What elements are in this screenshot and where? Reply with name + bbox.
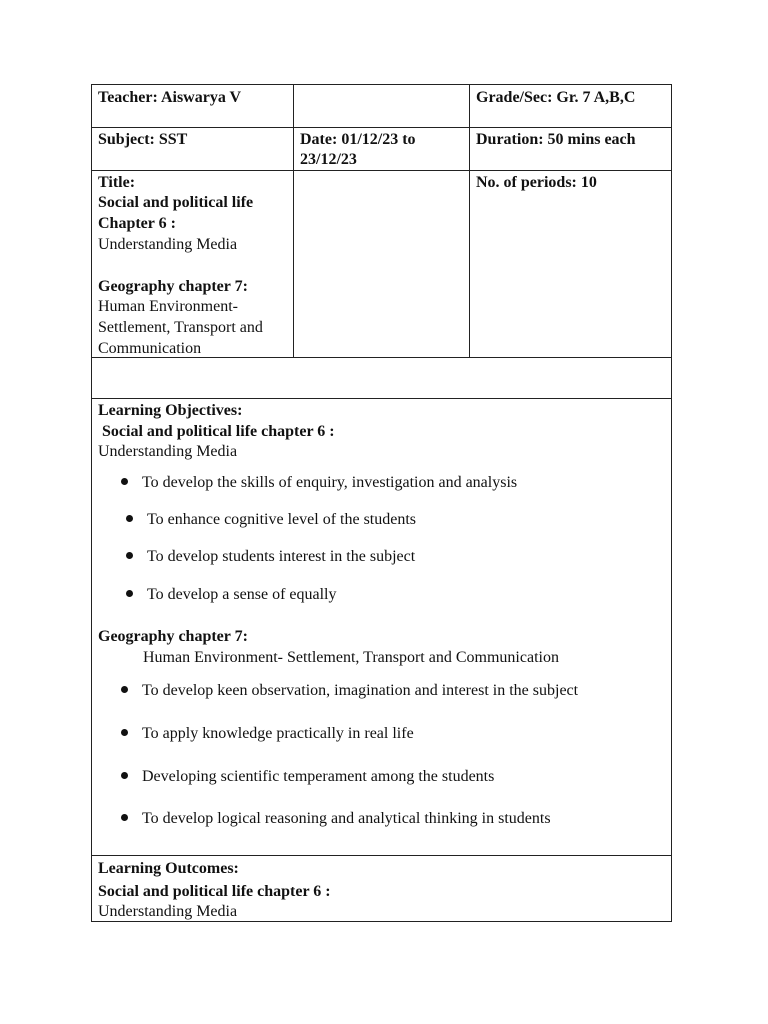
- periods-label: No. of periods: 10: [476, 174, 597, 191]
- bullet-icon: [126, 515, 133, 522]
- geo-line-3: Communication: [98, 340, 202, 357]
- row-divider: [91, 398, 672, 399]
- teacher-label: Teacher: Aiswarya V: [98, 89, 242, 106]
- bullet-icon: [126, 552, 133, 559]
- bullet-icon: [121, 729, 128, 736]
- row-divider: [91, 855, 672, 856]
- bullet-icon: [121, 478, 128, 485]
- geo-line-2: Settlement, Transport and: [98, 319, 263, 336]
- spl-topic: Understanding Media: [98, 236, 238, 253]
- outcomes-spl-topic: Understanding Media: [98, 903, 238, 920]
- bullet-icon: [126, 590, 133, 597]
- bullet-icon: [121, 814, 128, 821]
- objective-item: Developing scientific temperament among the students: [121, 766, 494, 787]
- col-divider: [293, 84, 294, 358]
- outcomes-heading: Learning Outcomes:: [98, 860, 239, 877]
- title-label: Title:: [98, 174, 136, 191]
- geo-line-1: Human Environment-: [98, 298, 238, 315]
- objective-item: To develop students interest in the subject: [126, 546, 415, 567]
- outcomes-spl-heading: Social and political life chapter 6 :: [98, 883, 331, 900]
- objective-item: To develop logical reasoning and analytical thinking in students: [121, 808, 551, 829]
- spl-heading: Social and political life: [98, 194, 254, 211]
- objective-item: To apply knowledge practically in real life: [121, 723, 414, 744]
- objectives-geo-topic: Human Environment- Settlement, Transport and Communication: [143, 649, 559, 666]
- objective-item: To develop keen observation, imagination and interest in the subject: [121, 680, 578, 701]
- col-divider: [469, 84, 470, 358]
- bullet-icon: [121, 772, 128, 779]
- objective-item: To develop the skills of enquiry, investigation and analysis: [121, 472, 517, 493]
- spl-chapter: Chapter 6 :: [98, 215, 176, 232]
- row-divider: [91, 170, 672, 171]
- row-divider: [91, 127, 672, 128]
- date-label-line1: Date: 01/12/23 to: [300, 131, 416, 148]
- duration-label: Duration: 50 mins each: [476, 131, 636, 148]
- subject-label: Subject: SST: [98, 131, 188, 148]
- objectives-heading: Learning Objectives:: [98, 402, 243, 419]
- objectives-spl-heading: Social and political life chapter 6 :: [102, 423, 335, 440]
- objectives-geo-heading: Geography chapter 7:: [98, 628, 248, 645]
- grade-label: Grade/Sec: Gr. 7 A,B,C: [476, 89, 636, 106]
- geo-heading: Geography chapter 7:: [98, 278, 248, 295]
- objective-item: To enhance cognitive level of the students: [126, 509, 416, 530]
- bullet-icon: [121, 686, 128, 693]
- date-label-line2: 23/12/23: [300, 151, 357, 168]
- objectives-spl-topic: Understanding Media: [98, 443, 238, 460]
- objective-item: To develop a sense of equally: [126, 584, 336, 605]
